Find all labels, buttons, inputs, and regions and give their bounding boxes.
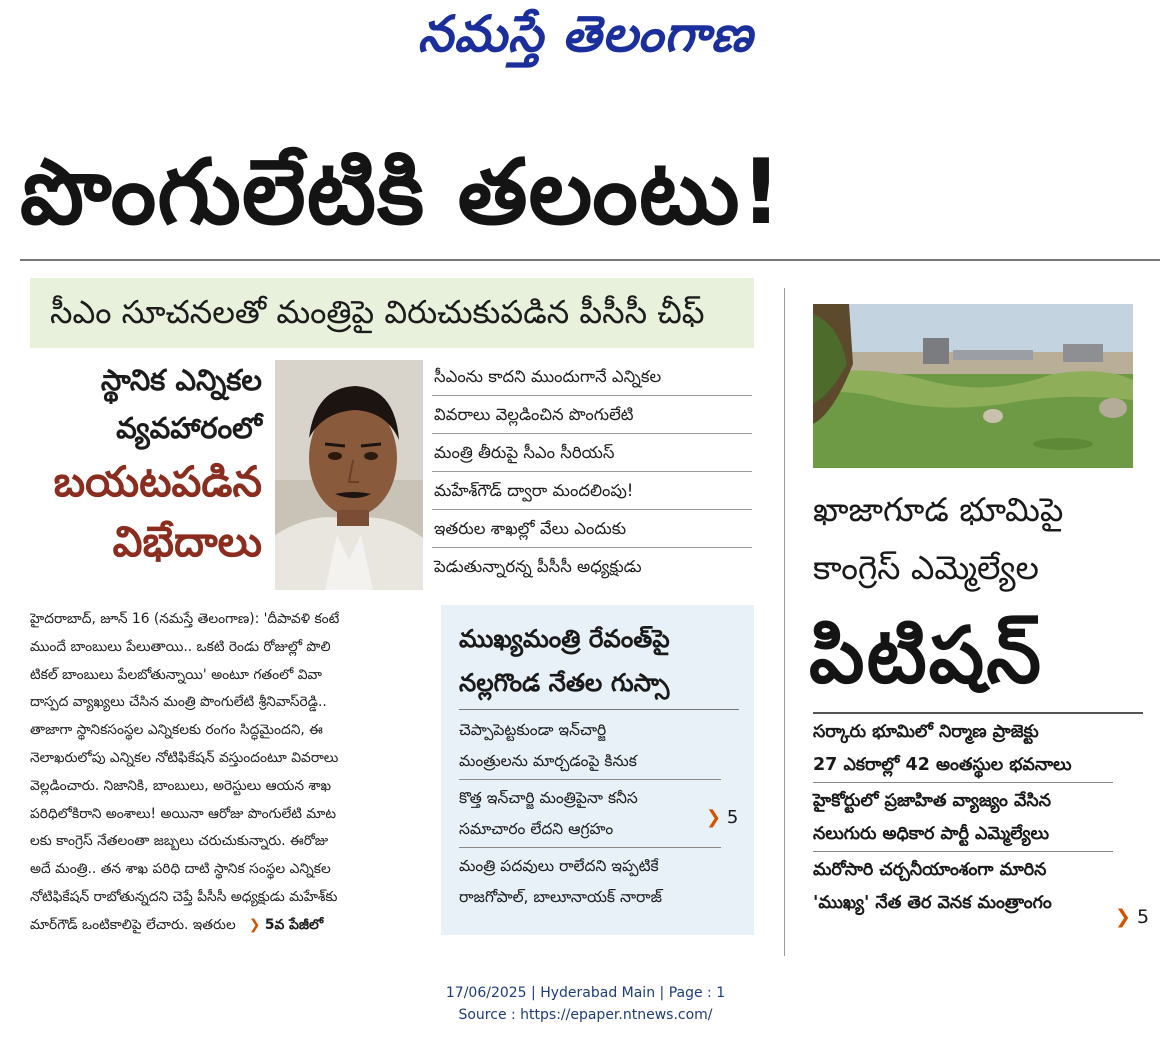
- subhead-bar: [30, 278, 754, 348]
- highlight-item: ఇతరుల శాఖల్లో వేలు ఎందుకు: [432, 510, 752, 548]
- body-line: అదే మంత్రి.. తన శాఖ పరిధి దాటి స్థానిక సంస్థల ఎన్నికల: [30, 861, 331, 878]
- sidebar-point-line: కొత్త ఇన్‌చార్జి మంత్రిపైనా కనీస: [459, 789, 638, 807]
- body-line: హైదరాబాద్, జూన్ 16 (నమస్తే తెలంగాణ): 'దీపావళి కంటే: [30, 611, 340, 627]
- footer-source-link[interactable]: Source : https://epaper.ntnews.com/: [458, 1007, 713, 1023]
- sidebar-point-line: రాజగోపాల్, బాలూనాయక్ నారాజ్: [459, 888, 662, 906]
- story-highlights: [432, 358, 752, 585]
- right-jump-page: 5: [1136, 906, 1150, 928]
- right-point-line: నలుగురు అధికార పార్టీ ఎమ్మెల్యేలు: [813, 824, 1049, 844]
- land-illustration: [813, 304, 1133, 468]
- right-story-points: [813, 716, 1153, 920]
- right-jump-link[interactable]: [1115, 906, 1149, 928]
- portrait-illustration: [275, 360, 423, 590]
- right-point-line: మరోసారి చర్చనీయాంశంగా మారిన: [813, 860, 1047, 880]
- sidebar-point-line: మంత్రులను మార్చడంపై కినుక: [459, 752, 637, 770]
- headline-divider: [20, 259, 1160, 261]
- kicker-line-4: విభేదాలు: [112, 517, 262, 566]
- right-story-kicker: [813, 481, 1153, 597]
- sidebar-title-divider: [459, 709, 739, 710]
- body-line: ముందే బాంబులు పేలుతాయి.. ఒకటి రెండు రోజుల్లో పొలి: [30, 638, 331, 655]
- sidebar-story-box: [441, 605, 754, 935]
- story-kicker: [30, 356, 270, 592]
- highlight-item: మంత్రి తీరుపై సీఎం సీరియస్: [432, 434, 752, 472]
- body-line: లకు కాంగ్రెస్ నేతలంతా జబ్బలు చరుచుకున్నారు. ఈరోజు: [30, 833, 329, 850]
- highlight-item: పెడుతున్నారన్న పీసీసీ అధ్యక్షుడు: [434, 557, 642, 576]
- body-line: నోటిఫికేషన్ రాబోతున్నదని చెప్తే పీసీసీ అధ్యక్షుడు మహేశ్‌కు: [30, 888, 338, 905]
- right-point-divider: [813, 782, 1113, 783]
- right-point-line: 'ముఖ్య' నేత తెర వెనక మంత్రాంగం: [813, 893, 1052, 913]
- right-point-line: 27 ఎకరాల్లో 42 అంతస్థుల భవనాలు: [813, 755, 1072, 775]
- right-kicker-line-2: కాంగ్రెస్ ఎమ్మెల్యేల: [813, 548, 1039, 587]
- jump-arrow-icon: ❯: [248, 916, 261, 933]
- continued-page-link[interactable]: 5వ పేజీలో: [264, 916, 324, 933]
- main-headline: పొంగులేటికి తలంటు!: [20, 140, 783, 245]
- right-story-column: [784, 288, 1162, 956]
- sidebar-story-title: [459, 617, 749, 705]
- right-point-line: సర్కారు భూమిలో నిర్మాణ ప్రాజెక్టు: [813, 722, 1039, 742]
- sidebar-jump-page: 5: [726, 807, 739, 828]
- jump-arrow-icon: ❯: [1115, 906, 1131, 928]
- right-kicker-line-1: ఖాజాగూడ భూమిపై: [813, 490, 1064, 529]
- sidebar-title-line-1: ముఖ్యమంత్రి రేవంత్‌పై: [459, 624, 670, 653]
- jump-arrow-icon: ❯: [706, 807, 722, 828]
- sidebar-point-divider: [459, 779, 721, 780]
- highlight-item: మహేశ్‌గౌడ్ ద్వారా మందలింపు!: [432, 472, 752, 510]
- masthead-title: నమస్తే తెలంగాణ: [417, 4, 754, 63]
- masthead: [0, 4, 1171, 76]
- sidebar-point-line: చెప్పాపెట్టకుండా ఇన్‌చార్జి: [459, 721, 607, 739]
- story-body: [30, 606, 432, 940]
- right-story-headline: పిటిషన్: [809, 611, 1044, 701]
- kicker-line-1: స్థానిక ఎన్నికల: [100, 363, 262, 397]
- sidebar-point-line: మంత్రి పదవులు రాలేదని ఇప్పటికే: [459, 857, 659, 875]
- body-line-last: [30, 912, 432, 940]
- body-line: తాజాగా స్థానికసంస్థల ఎన్నికలకు రంగం సిద్ధమైందని, ఈ: [30, 722, 323, 739]
- body-line: టికల్ బాంబులు పేలబోతున్నాయి' అంటూ గతంలో వివా: [30, 666, 322, 683]
- right-headline-divider: [813, 712, 1143, 714]
- sidebar-title-line-2: నల్లగొండ నేతల గుస్సా: [459, 668, 670, 697]
- epaper-footer: [0, 982, 1171, 1026]
- minister-portrait-photo: [275, 360, 423, 590]
- kicker-line-3: బయటపడిన: [53, 457, 262, 506]
- subhead-text: సీఎం సూచనలతో మంత్రిపై విరుచుకుపడిన పీసీసీ చీఫ్: [50, 293, 705, 331]
- body-line: నెలాఖరులోపు ఎన్నికల నోటిఫికేషన్ వస్తుందంటూ వివరాలు: [30, 749, 339, 766]
- highlight-item: వివరాలు వెల్లడించిన పొంగులేటి: [432, 396, 752, 434]
- khajaguda-land-photo: [813, 304, 1133, 468]
- kicker-line-2: వ్యవహారంలో: [116, 411, 262, 445]
- body-line-text: మార్‌గౌడ్ ఒంటికాలిపై లేచారు. ఇతరుల: [30, 916, 236, 933]
- highlight-item: సీఎంను కాదని ముందుగానే ఎన్నికల: [432, 358, 752, 396]
- right-point-divider: [813, 851, 1113, 852]
- sidebar-jump-link[interactable]: [706, 807, 738, 828]
- sidebar-point-line: సమాచారం లేదని ఆగ్రహం: [459, 820, 614, 838]
- body-line: వెల్లడించారు. నిజానికి, బాంబులు, అరెస్టులు ఆయన శాఖ: [30, 777, 331, 794]
- body-line: దాస్పద వ్యాఖ్యలు చేసిన మంత్రి పొంగులేటి శ్రీనివాస్‌రెడ్డి..: [30, 694, 327, 711]
- right-point-line: హైకోర్టులో ప్రజాహిత వ్యాజ్యం వేసిన: [813, 791, 1052, 811]
- footer-edition-info: 17/06/2025 | Hyderabad Main | Page : 1: [445, 985, 726, 1001]
- body-line: పరిధిలోకిరాని అంశాలు! అయినా ఆరోజు పొంగులేటి మాట: [30, 805, 336, 822]
- sidebar-point-divider: [459, 847, 721, 848]
